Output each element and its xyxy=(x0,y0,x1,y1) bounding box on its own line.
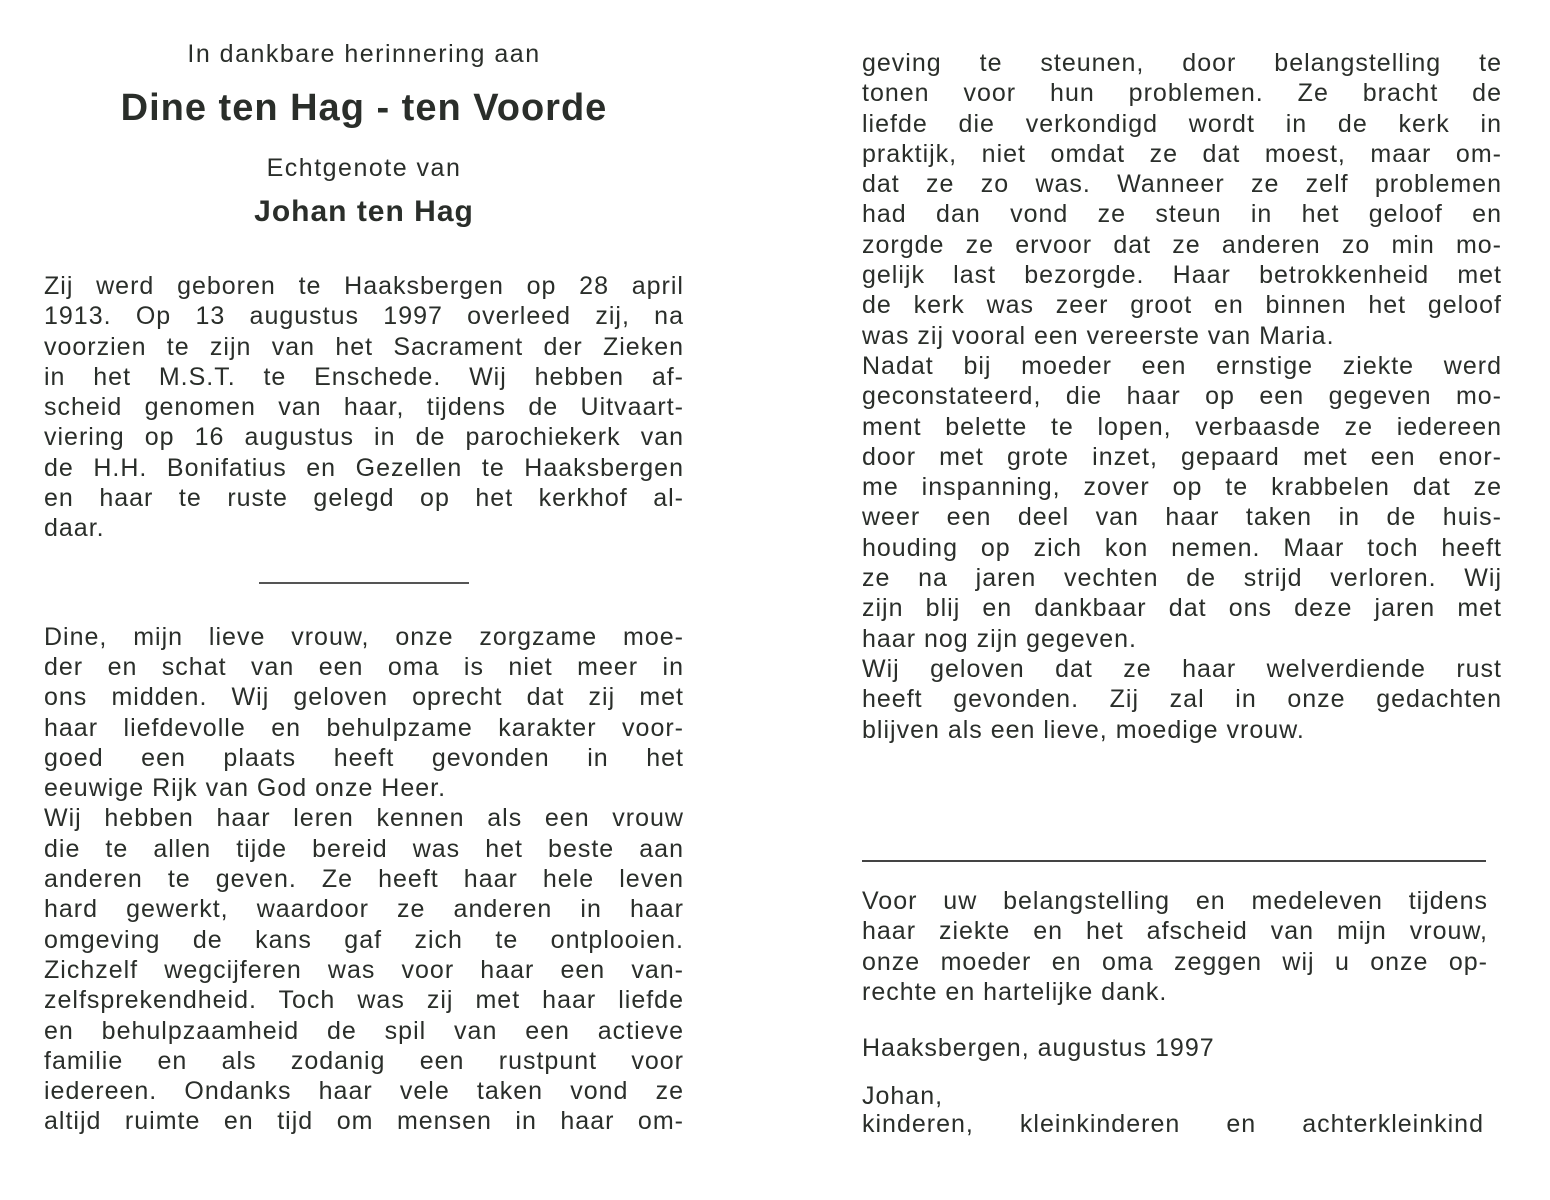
text-line: geconstateerd, die haar op een gegeven mo- xyxy=(862,382,1502,411)
text-line: de H.H. Bonifatius en Gezellen te Haaksbergen xyxy=(44,453,684,482)
tribute-paragraph xyxy=(44,622,684,804)
continuation-paragraph xyxy=(862,48,1502,351)
text-line: zelfsprekendheid. Toch was zij met haar liefde xyxy=(44,986,684,1015)
text-line: der en schat van een oma is niet meer in xyxy=(44,652,684,681)
text-line: altijd ruimte en tijd om mensen in haar om- xyxy=(44,1107,684,1136)
text-line: haar ziekte en het afscheid van mijn vrouw, xyxy=(862,917,1488,946)
text-line: heeft gevonden. Zij zal in onze gedachten xyxy=(862,685,1502,714)
text-line: blijven als een lieve, moedige vrouw. xyxy=(862,715,1305,744)
text-line: viering op 16 augustus in de parochiekerk van xyxy=(44,423,684,452)
text-line: geving te steunen, door belangstelling te xyxy=(862,49,1502,77)
text-line: anderen te geven. Ze heeft haar hele leven xyxy=(44,865,684,894)
text-line: was zij vooral een vereerste van Maria. xyxy=(862,321,1335,350)
right-column xyxy=(862,48,1502,745)
text-line: houding op zich kon nemen. Maar toch heeft xyxy=(862,533,1502,562)
text-line: daar. xyxy=(44,514,105,543)
text-line: omgeving de kans gaf zich te ontplooien. xyxy=(44,925,684,954)
text-line: liefde die verkondigd wordt in de kerk in xyxy=(862,109,1502,138)
text-line: praktijk, niet omdat ze dat moest, maar om- xyxy=(862,139,1502,168)
illness-paragraph xyxy=(862,351,1502,654)
text-line: en haar te ruste gelegd op het kerkhof al- xyxy=(44,484,684,513)
left-column xyxy=(44,40,684,1137)
text-line: Dine, mijn lieve vrouw, onze zorgzame moe- xyxy=(44,622,684,651)
text-line: Wij hebben haar leren kennen als een vrouw xyxy=(44,804,684,833)
text-line: Zij werd geboren te Haaksbergen op 28 april xyxy=(44,272,684,300)
text-line: Voor uw belangstelling en medeleven tijdens xyxy=(862,887,1488,915)
thanks-divider xyxy=(862,860,1486,862)
text-line: voorzien te zijn van het Sacrament der Zieken xyxy=(44,332,684,361)
text-line: zorgde ze ervoor dat ze anderen zo min mo- xyxy=(862,230,1502,259)
text-line: hard gewerkt, waardoor ze anderen in haar xyxy=(44,895,684,924)
thanks-paragraph xyxy=(862,886,1488,1007)
text-line: haar nog zijn gegeven. xyxy=(862,624,1137,653)
text-line: 1913. Op 13 augustus 1997 overleed zij, na xyxy=(44,302,684,331)
text-line: door met grote inzet, gepaard met een enor- xyxy=(862,442,1502,471)
text-line: rechte en hartelijke dank. xyxy=(862,977,1168,1006)
spouse-name: Johan ten Hag xyxy=(254,195,474,228)
remembrance-heading: In dankbare herinnering aan xyxy=(187,40,541,68)
text-line: eeuwige Rijk van God onze Heer. xyxy=(44,774,447,803)
text-line: iedereen. Ondanks haar vele taken vond ze xyxy=(44,1077,684,1106)
text-line: kinderen, kleinkinderen en achterkleinkind xyxy=(862,1110,1484,1138)
text-line: in het M.S.T. te Enschede. Wij hebben af- xyxy=(44,362,684,391)
text-line: weer een deel van haar taken in de huis- xyxy=(862,503,1502,532)
text-line: gelijk last bezorgde. Haar betrokkenheid met xyxy=(862,261,1502,290)
closing-paragraph xyxy=(862,654,1502,745)
text-line: scheid genomen van haar, tijdens de Uitvaart- xyxy=(44,393,684,422)
text-line: en behulpzaamheid de spil van een actieve xyxy=(44,1016,684,1045)
text-line: Nadat bij moeder een ernstige ziekte werd xyxy=(862,351,1502,380)
text-line: goed een plaats heeft gevonden in het xyxy=(44,743,684,772)
spouse-label: Echtgenote van xyxy=(266,154,462,182)
text-line: haar liefdevolle en behulpzame karakter voor- xyxy=(44,713,684,742)
text-line: me inspanning, zover op te krabbelen dat ze xyxy=(862,473,1502,502)
signature-name: Johan, xyxy=(862,1082,944,1110)
text-line: de kerk was zeer groot en binnen het geloof xyxy=(862,291,1502,320)
text-line: Zichzelf wegcijferen was voor haar een van- xyxy=(44,955,684,984)
text-line: zijn blij en dankbaar dat ons deze jaren met xyxy=(862,594,1502,623)
text-line: ons midden. Wij geloven oprecht dat zij met xyxy=(44,683,684,712)
text-line: onze moeder en oma zeggen wij u onze op- xyxy=(862,947,1488,976)
text-line: familie en als zodanig een rustpunt voor xyxy=(44,1046,684,1075)
character-paragraph xyxy=(44,803,684,1136)
place-date: Haaksbergen, augustus 1997 xyxy=(862,1034,1215,1062)
biography-paragraph xyxy=(44,271,684,544)
text-line: had dan vond ze steun in het geloof en xyxy=(862,200,1502,229)
text-line: tonen voor hun problemen. Ze bracht de xyxy=(862,79,1502,108)
text-line: ze na jaren vechten de strijd verloren. Wij xyxy=(862,564,1502,593)
text-line: dat ze zo was. Wanneer ze zelf problemen xyxy=(862,170,1502,199)
text-line: die te allen tijde bereid was het beste aan xyxy=(44,834,684,863)
text-line: Wij geloven dat ze haar welverdiende rust xyxy=(862,654,1502,683)
text-line: ment belette te lopen, verbaasde ze iedereen xyxy=(862,412,1502,441)
section-divider xyxy=(259,582,469,584)
deceased-name: Dine ten Hag - ten Voorde xyxy=(120,87,608,129)
signature-family xyxy=(862,1110,1484,1139)
